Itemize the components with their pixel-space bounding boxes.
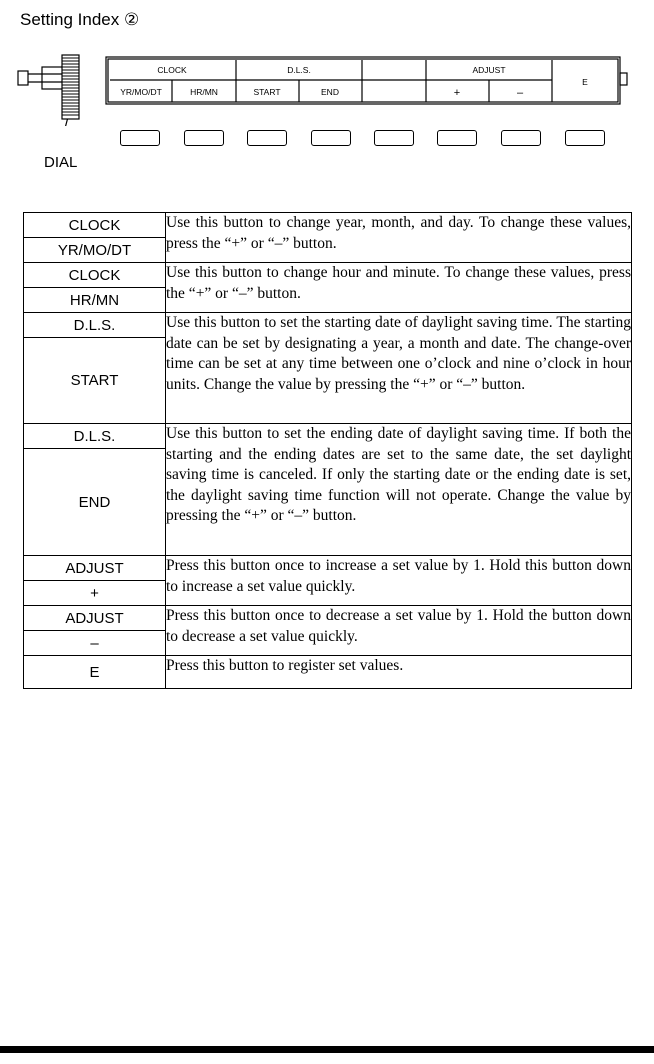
- key-label: END: [24, 449, 166, 556]
- table-row: [24, 424, 632, 449]
- key-label: CLOCK: [24, 263, 166, 288]
- panel-button-blank[interactable]: [374, 130, 414, 146]
- group-label-dls: D.L.S.: [287, 65, 311, 75]
- table-row: [24, 263, 632, 288]
- panel-label-start: START: [253, 87, 281, 97]
- panel-button-end[interactable]: [311, 130, 351, 146]
- key-label: CLOCK: [24, 213, 166, 238]
- table-row: [24, 313, 632, 338]
- panel-button-e[interactable]: [565, 130, 605, 146]
- group-label-adjust: ADJUST: [472, 65, 506, 75]
- key-label: –: [24, 631, 166, 656]
- description-cell: Use this button to change hour and minute. To change these values, press the “+” or “–” button.: [166, 263, 632, 313]
- panel-label-minus: –: [516, 87, 524, 99]
- description-cell: Press this button to register set values.: [166, 656, 632, 689]
- panel-label-yr-mo-dt: YR/MO/DT: [120, 87, 162, 97]
- table-row: [24, 213, 632, 238]
- key-label: ADJUST: [24, 606, 166, 631]
- key-label: YR/MO/DT: [24, 238, 166, 263]
- dial-knob[interactable]: [62, 55, 79, 119]
- group-label-clock: CLOCK: [157, 65, 187, 75]
- panel-label-end: END: [321, 87, 339, 97]
- control-panel-diagram: [0, 40, 654, 126]
- description-cell: Use this button to set the starting date of daylight saving time. The starting date can be set by designating a year, a month and date. The change-over time can be set at any time between one o’clock and nine o’clock in hour units. Change the value by pressing the “+” or “–” button.: [166, 313, 632, 424]
- panel-button-plus[interactable]: [437, 130, 477, 146]
- key-label: START: [24, 338, 166, 424]
- panel-button-minus[interactable]: [501, 130, 541, 146]
- panel-button-hr-mn[interactable]: [184, 130, 224, 146]
- description-cell: Use this button to change year, month, and day. To change these values, press the “+” or “–” button.: [166, 213, 632, 263]
- dial-label: DIAL: [44, 154, 78, 171]
- panel-button-start[interactable]: [247, 130, 287, 146]
- key-label: D.L.S.: [24, 313, 166, 338]
- table-row: [24, 556, 632, 581]
- key-label: +: [24, 581, 166, 606]
- panel-label-e: E: [582, 77, 588, 87]
- panel-label-plus: +: [453, 87, 461, 99]
- table-row: [24, 656, 632, 689]
- page-title: Setting Index ②: [20, 10, 140, 29]
- key-label: HR/MN: [24, 288, 166, 313]
- bottom-rule: [0, 1046, 654, 1053]
- description-cell: Press this button once to increase a set value by 1. Hold this button down to increase a set value quickly.: [166, 556, 632, 606]
- setting-index-table: [23, 212, 632, 689]
- description-cell: Press this button once to decrease a set value by 1. Hold the button down to decrease a set value quickly.: [166, 606, 632, 656]
- table-row: [24, 606, 632, 631]
- key-label: ADJUST: [24, 556, 166, 581]
- key-label: D.L.S.: [24, 424, 166, 449]
- panel-button-yr-mo-dt[interactable]: [120, 130, 160, 146]
- description-cell: Use this button to set the ending date of daylight saving time. If both the starting and the ending dates are set to the same date, the set daylight saving time is canceled. If only the starting date or the ending date is set, the daylight saving time function will not operate. Change the value by pressing the “+” or “–” button.: [166, 424, 632, 556]
- panel-label-hr-mn: HR/MN: [190, 87, 218, 97]
- key-label: E: [24, 656, 166, 689]
